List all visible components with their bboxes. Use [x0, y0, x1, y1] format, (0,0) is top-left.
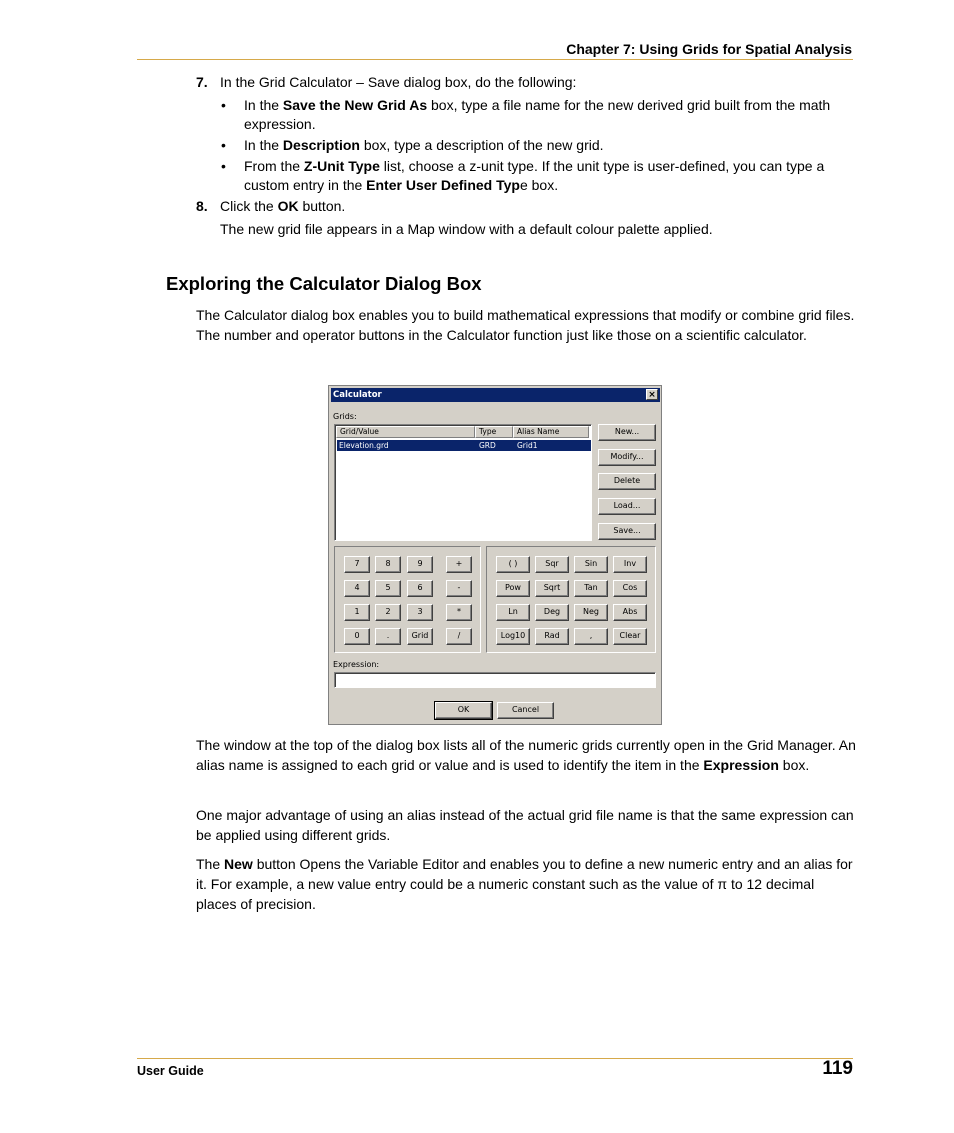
- bullet-text: box, type a description of the new grid.: [359, 137, 604, 153]
- bullet-text: list, choose a z-unit type. If the unit type is user-defined, you can type a custom entry in the: [244, 158, 825, 193]
- footer-title: User Guide: [137, 1064, 204, 1078]
- paragraph-text: button Opens the Variable Editor and enables you to define a new numeric entry and an alias for it. For example, a new value entry could be a numeric constant such as the value of π to 12 decimal places of precision.: [196, 856, 853, 912]
- calculator-dialog: [328, 385, 662, 725]
- decimal-button[interactable]: .: [375, 628, 401, 645]
- sqr-button[interactable]: Sqr: [535, 556, 569, 573]
- step-7: [196, 73, 576, 92]
- neg-button[interactable]: Neg: [574, 604, 608, 621]
- bullet-text: In the: [244, 97, 283, 113]
- header-rule: [137, 59, 853, 60]
- step-bold: OK: [277, 198, 299, 214]
- key-3-button[interactable]: 3: [407, 604, 433, 621]
- dialog-titlebar: [331, 388, 660, 402]
- abs-button[interactable]: Abs: [613, 604, 647, 621]
- body-paragraph: One major advantage of using an alias instead of the actual grid file name is that the same expression can be applied using different grids.: [196, 807, 854, 843]
- close-icon[interactable]: ×: [646, 389, 658, 400]
- new-button[interactable]: New...: [598, 424, 656, 441]
- bullet-bold: Enter User Defined Typ: [366, 177, 520, 193]
- cancel-button[interactable]: Cancel: [497, 702, 554, 719]
- bullet-text: From the: [244, 158, 304, 174]
- column-header-grid-value[interactable]: Grid/Value: [336, 426, 475, 438]
- bullet-dot: •: [221, 137, 226, 153]
- key-6-button[interactable]: 6: [407, 580, 433, 597]
- paragraph-text: box.: [778, 757, 810, 773]
- parentheses-button[interactable]: ( ): [496, 556, 530, 573]
- section-heading: Exploring the Calculator Dialog Box: [166, 273, 482, 294]
- intro-paragraph: The Calculator dialog box enables you to build mathematical expressions that modify or combine grid files. The number and operator buttons in the Calculator function just like those on a scientific calculator.: [196, 307, 855, 343]
- paragraph-bold: Expression: [703, 757, 779, 773]
- modify-button[interactable]: Modify...: [598, 449, 656, 466]
- grid-alias: Grid1: [517, 441, 538, 450]
- key-5-button[interactable]: 5: [375, 580, 401, 597]
- load-button[interactable]: Load...: [598, 498, 656, 515]
- grids-listbox[interactable]: [334, 424, 592, 541]
- grid-row[interactable]: [337, 440, 591, 451]
- key-7-button[interactable]: 7: [344, 556, 370, 573]
- step-result: The new grid file appears in a Map window with a default colour palette applied.: [220, 221, 713, 237]
- key-1-button[interactable]: 1: [344, 604, 370, 621]
- multiply-button[interactable]: *: [446, 604, 472, 621]
- bullet-bold: Z-Unit Type: [303, 158, 380, 174]
- paragraph-text: The: [196, 856, 225, 872]
- grid-type: GRD: [479, 441, 496, 450]
- bullet-bold: Description: [282, 137, 360, 153]
- save-button[interactable]: Save...: [598, 523, 656, 540]
- expression-label: Expression:: [333, 660, 380, 669]
- body-paragraph: [196, 735, 856, 775]
- key-2-button[interactable]: 2: [375, 604, 401, 621]
- delete-button[interactable]: Delete: [598, 473, 656, 490]
- pow-button[interactable]: Pow: [496, 580, 530, 597]
- minus-button[interactable]: -: [446, 580, 472, 597]
- step-text: Click the: [220, 198, 278, 214]
- paragraph-text: The window at the top of the dialog box lists all of the numeric grids currently open in the Grid Manager. An alias name is assigned to each grid or value and is used to identify the item in the: [196, 737, 856, 773]
- body-paragraph: [196, 854, 856, 914]
- page-number: 119: [822, 1058, 853, 1079]
- divide-button[interactable]: /: [446, 628, 472, 645]
- grids-label: Grids:: [333, 412, 357, 421]
- step-number: 7.: [196, 74, 208, 90]
- log10-button[interactable]: Log10: [496, 628, 530, 645]
- bullet-dot: •: [221, 97, 226, 113]
- expression-input[interactable]: [334, 672, 656, 688]
- bullet-bold: Save the New Grid As: [282, 97, 428, 113]
- deg-button[interactable]: Deg: [535, 604, 569, 621]
- bullet-dot: •: [221, 158, 226, 174]
- cos-button[interactable]: Cos: [613, 580, 647, 597]
- step-8: [196, 197, 345, 216]
- comma-button[interactable]: ,: [574, 628, 608, 645]
- sqrt-button[interactable]: Sqrt: [535, 580, 569, 597]
- column-header-type[interactable]: Type: [475, 426, 513, 438]
- bullet-text: In the: [244, 137, 283, 153]
- column-header-alias[interactable]: Alias Name: [513, 426, 589, 438]
- key-0-button[interactable]: 0: [344, 628, 370, 645]
- step-text: In the Grid Calculator – Save dialog box, do the following:: [220, 74, 577, 90]
- ln-button[interactable]: Ln: [496, 604, 530, 621]
- step-number: 8.: [196, 198, 208, 214]
- chapter-title: Chapter 7: Using Grids for Spatial Analysis: [566, 41, 852, 57]
- bullet-item: [221, 157, 851, 195]
- step-text: button.: [298, 198, 346, 214]
- footer-rule: [137, 1058, 853, 1059]
- clear-button[interactable]: Clear: [613, 628, 647, 645]
- key-4-button[interactable]: 4: [344, 580, 370, 597]
- paragraph-bold: New: [224, 856, 253, 872]
- key-9-button[interactable]: 9: [407, 556, 433, 573]
- key-8-button[interactable]: 8: [375, 556, 401, 573]
- bullet-item: [221, 96, 851, 134]
- grid-name: Elevation.grd: [339, 441, 389, 450]
- rad-button[interactable]: Rad: [535, 628, 569, 645]
- plus-button[interactable]: +: [446, 556, 472, 573]
- bullet-text: box, type a file name for the new derived grid built from the math expression.: [244, 97, 831, 132]
- inv-button[interactable]: Inv: [613, 556, 647, 573]
- grid-button[interactable]: Grid: [407, 628, 433, 645]
- bullet-text: e box.: [519, 177, 559, 193]
- bullet-item: [221, 136, 851, 155]
- ok-button[interactable]: OK: [435, 702, 492, 719]
- tan-button[interactable]: Tan: [574, 580, 608, 597]
- sin-button[interactable]: Sin: [574, 556, 608, 573]
- dialog-title: Calculator: [333, 390, 382, 400]
